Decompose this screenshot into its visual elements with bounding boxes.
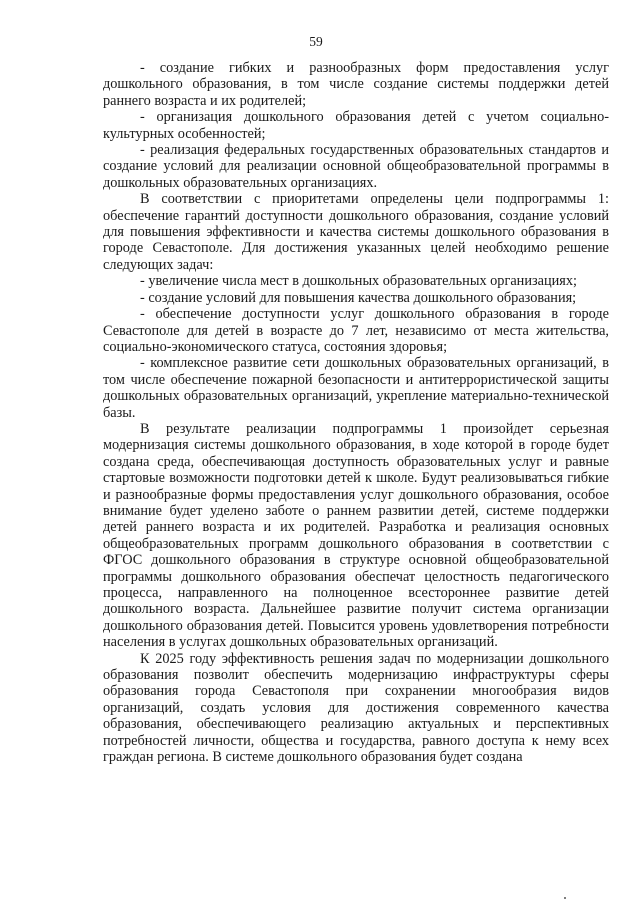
paragraph-5: - увеличение числа мест в дошкольных образовательных организациях;	[140, 273, 577, 290]
paragraph-6: - создание условий для повышения качества дошкольного образования;	[140, 289, 577, 306]
paragraph-9: В результате реализации подпрограммы 1 произойдет серьезная модернизация системы дошкольного образования, в ходе которой в городе будет создана среда, обеспечивающая доступность образовательных услуг и равные стартовые возможности подготовки детей к школе. Будут реализовываться гибкие и разнообразные формы предоставления услуг дошкольного образования, особое внимание будет уделено заботе о раннем развитии детей, системе поддержки детей раннего возраста и их родителей. Разработка и реализация основных общеобразовательных программ дошкольного образования в соответствии с ФГОС дошкольного образования в структуре основной общеобразовательной программы дошкольного образования обеспечат целостность педагогического процесса, направленного на полноценное всестороннее развитие детей дошкольного возраста. Дальнейшее развитие получит система организации дошкольного образования детей. Повысится уровень удовлетворения потребности населения в услугах дошкольных образовательных организаций.	[103, 420, 609, 651]
body-text	[103, 60, 609, 765]
paragraph-4: В соответствии с приоритетами определены цели подпрограммы 1: обеспечение гарантий доступности дошкольного образования, создание условий для повышения эффективности и качества системы дошкольного образования в городе Севастополе. Для достижения указанных целей необходимо решение следующих задач:	[103, 191, 609, 273]
paragraph-3: - реализация федеральных государственных образовательных стандартов и создание условий для реализации основной общеобразовательной программы в дошкольных образовательных организациях.	[103, 142, 609, 191]
paragraph-1: - создание гибких и разнообразных форм предоставления услуг дошкольного образования, в том числе создание системы поддержки детей раннего возраста и их родителей;	[103, 60, 609, 109]
scan-dot-mark	[564, 897, 566, 899]
paragraph-7: - обеспечение доступности услуг дошкольного образования в городе Севастополе для детей в возрасте до 7 лет, независимо от места жительства, социально-экономического статуса, состояния здоровья;	[103, 306, 609, 355]
paragraph-2: - организация дошкольного образования детей с учетом социально-культурных особенностей;	[103, 109, 609, 142]
paragraph-10: К 2025 году эффективность решения задач по модернизации дошкольного образования позволит обеспечить модернизацию инфраструктуры сферы образования города Севастополя при сохранении многообразия видов организаций, создать условия для достижения современного качества образования, обеспечивающего реализацию актуальных и перспективных потребностей личности, общества и государства, равного доступа к нему всех граждан региона. В системе дошкольного образования будет создана	[103, 650, 609, 766]
paragraph-8: - комплексное развитие сети дошкольных образовательных организаций, в том числе обеспечение пожарной безопасности и антитеррористической защиты дошкольных образовательных организаций, укрепление материально-технической базы.	[103, 355, 609, 421]
page-number: 59	[309, 34, 323, 49]
